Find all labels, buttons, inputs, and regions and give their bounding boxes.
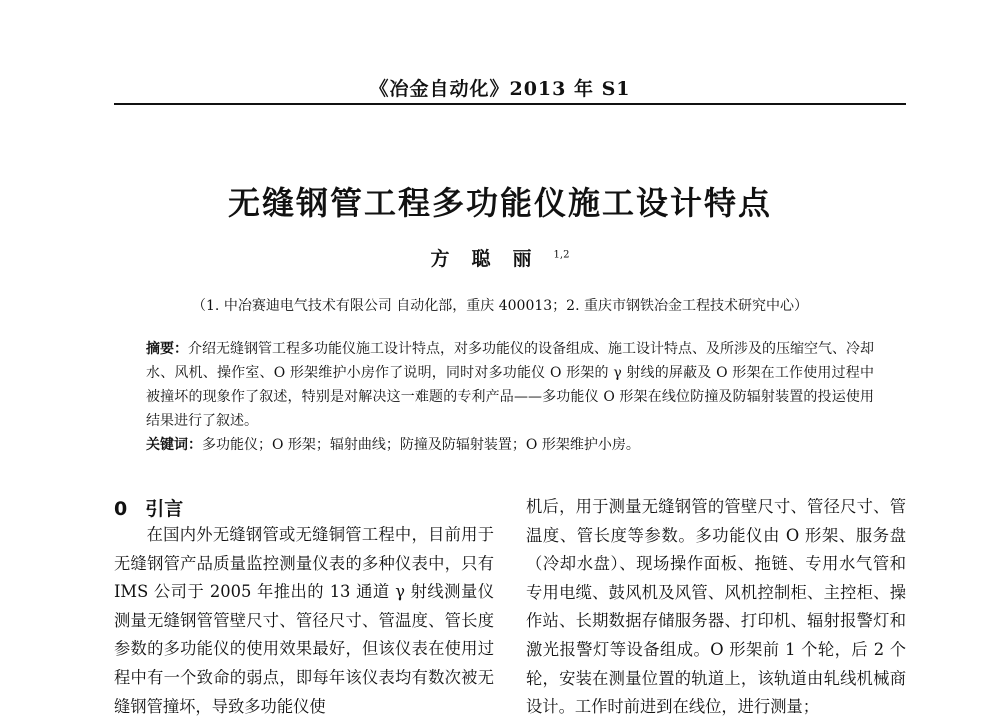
journal-header: 《冶金自动化》2013 年 S1	[369, 78, 631, 100]
abstract-label: 摘要：	[146, 341, 188, 357]
paper-title: 无缝钢管工程多功能仪施工设计特点	[227, 184, 772, 222]
body-left-column: 在国内外无缝钢管或无缝铜管工程中，目前用于无缝钢管产品质量监控测量仪表的多种仪表中，只有 IMS 公司于 2005 年推出的 13 通道 γ 射线测量仪测量无缝钢管管壁尺寸、管径尺寸、管温度、管长度参数的多功能仪的使用效果最好，但该仪表在使用过程中有一个致命的弱点，即每年该仪表均有数次被无缝钢管撞坏，导致多功能仪使	[114, 525, 494, 716]
abstract-text: 介绍无缝钢管工程多功能仪施工设计特点，对多功能仪的设备组成、施工设计特点、及所涉及的压缩空气、冷却水、风机、操作室、O 形架维护小房作了说明，同时对多功能仪 O 形架的 γ 射线的屏蔽及 O 形架在工作使用过程中被撞坏的现象作了叙述，特别是对解决这一难题的专利产品——多功能仪 O 形架在线位防撞及防辐射装置的投运使用结果进行了叙述。	[146, 341, 874, 429]
keywords	[146, 433, 874, 457]
author-line	[0, 244, 1000, 271]
keywords-text: 多功能仪；O 形架；辐射曲线；防撞及防辐射装置；O 形架维护小房。	[202, 437, 640, 453]
section-number: 0	[114, 498, 128, 520]
header-rule	[114, 103, 906, 105]
section-heading	[114, 494, 183, 521]
affiliation: （1. 中冶赛迪电气技术有限公司 自动化部，重庆 400013；2. 重庆市钢铁冶金工程技术研究中心）	[192, 298, 808, 314]
section-title: 引言	[145, 498, 184, 520]
abstract	[146, 337, 874, 433]
author-affiliation-marks: 1,2	[553, 249, 570, 261]
body-right-column: 机后，用于测量无缝钢管的管壁尺寸、管径尺寸、管温度、管长度等参数。多功能仪由 O 形架、服务盘（冷却水盘）、现场操作面板、拖链、专用水气管和专用电缆、鼓风机及风管、风机控制柜、主控柜、操作站、长期数据存储服务器、打印机、辐射报警灯和激光报警灯等设备组成。O 形架前 1 个轮，后 2 个轮，安装在测量位置的轨道上，该轨道由轧线机械商设计。工作时前进到在线位，进行测量；	[526, 497, 906, 717]
keywords-label: 关键词：	[146, 437, 202, 453]
author-name: 方聪丽	[430, 248, 554, 270]
